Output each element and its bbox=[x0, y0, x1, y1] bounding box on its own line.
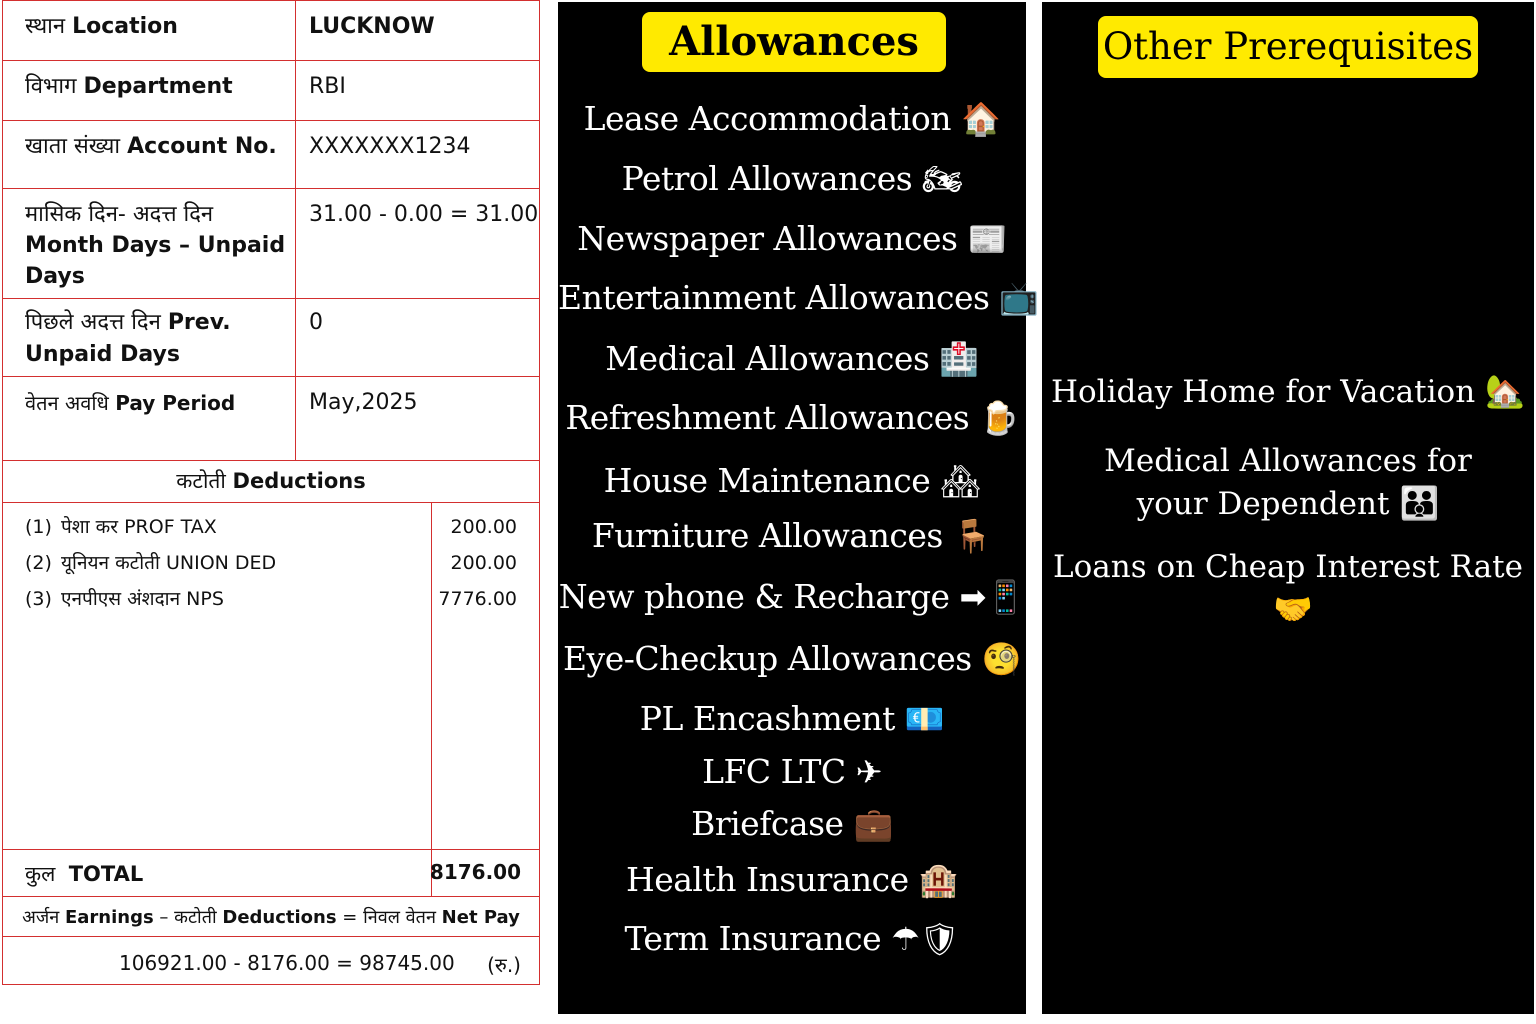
row-pay-period bbox=[3, 377, 539, 461]
deduction-amount: 200.00 bbox=[450, 516, 517, 538]
pay-period-label: वेतन अवधि Pay Period bbox=[25, 391, 236, 415]
row-account bbox=[3, 121, 539, 189]
allowance-newspaper: Newspaper Allowances 📰 bbox=[577, 219, 1007, 258]
monocle-face-icon: 🧐 bbox=[981, 640, 1022, 678]
row-prev-unpaid bbox=[3, 299, 539, 377]
month-days-value: 31.00 - 0.00 = 31.00 bbox=[309, 202, 539, 227]
prerequisites-panel bbox=[1042, 2, 1534, 1014]
department-label: विभाग Department bbox=[25, 74, 233, 99]
deductions-list bbox=[25, 509, 276, 617]
hotel-icon: 🏨 bbox=[918, 861, 959, 899]
allowance-medical: Medical Allowances 🏥 bbox=[605, 339, 979, 378]
prerequisite-holiday-home: Holiday Home for Vacation 🏡 bbox=[1050, 372, 1526, 410]
hospital-icon: 🏥 bbox=[939, 340, 979, 378]
pay-period-value: May,2025 bbox=[309, 390, 418, 415]
family-icon: 👪 bbox=[1399, 484, 1440, 522]
prerequisites-title: Other Prerequisites bbox=[1098, 16, 1478, 78]
net-pay-formula: अर्जन Earnings – कटोती Deductions = निवल वेतन Net Pay bbox=[22, 907, 520, 928]
phone-icon: ➡📱 bbox=[959, 578, 1026, 616]
deductions-heading: कटोती Deductions bbox=[176, 469, 366, 493]
chair-icon: 🪑 bbox=[952, 517, 993, 555]
deduction-amount: 7776.00 bbox=[438, 588, 517, 610]
allowance-petrol: Petrol Allowances 🏍 bbox=[621, 159, 963, 198]
television-icon: 📺 bbox=[999, 279, 1039, 317]
total-label: कुल TOTAL bbox=[25, 862, 144, 886]
deduction-amounts bbox=[438, 509, 517, 617]
month-days-label: मासिक दिन- अदत्त दिन Month Days – Unpaid Days bbox=[25, 202, 286, 289]
allowance-refreshment: Refreshment Allowances 🍺 bbox=[565, 398, 1019, 437]
houses-icon: 🏘 bbox=[940, 462, 981, 500]
newspaper-icon: 📰 bbox=[967, 220, 1007, 258]
total-row bbox=[3, 849, 539, 897]
prev-unpaid-label: पिछले अदत्त दिन Prev. Unpaid Days bbox=[25, 310, 231, 367]
account-value: XXXXXXX1234 bbox=[309, 134, 471, 159]
deduction-item: (1) पेशा कर PROF TAX bbox=[25, 516, 217, 538]
account-label: खाता संख्या Account No. bbox=[25, 134, 277, 159]
deduction-item: (3) एनपीएस अंशदान NPS bbox=[25, 588, 224, 610]
allowance-eye-checkup: Eye-Checkup Allowances 🧐 bbox=[562, 639, 1022, 678]
payslip-table bbox=[2, 0, 540, 985]
allowance-pl-encashment: PL Encashment 💶 bbox=[639, 699, 945, 738]
allowance-phone-recharge: New phone & Recharge ➡📱 bbox=[558, 577, 1026, 616]
euro-banknote-icon: 💶 bbox=[904, 700, 945, 738]
allowance-house-maintenance: House Maintenance 🏘 bbox=[603, 461, 981, 500]
allowance-briefcase: Briefcase 💼 bbox=[691, 804, 893, 843]
deduction-item: (2) यूनियन कटोती UNION DED bbox=[25, 552, 277, 574]
prerequisite-cheap-loans: Loans on Cheap Interest Rate🤝 bbox=[1053, 549, 1523, 628]
prerequisite-dependent-medical: Medical Allowances for your Dependent 👪 bbox=[1104, 443, 1472, 522]
airplane-icon: ✈ bbox=[855, 753, 882, 791]
allowance-furniture: Furniture Allowances 🪑 bbox=[591, 516, 993, 555]
location-value: LUCKNOW bbox=[309, 14, 435, 39]
prev-unpaid-value: 0 bbox=[309, 310, 323, 335]
handshake-icon: 🤝 bbox=[1273, 590, 1313, 628]
allowances-panel bbox=[558, 2, 1039, 1014]
umbrella-shield-icon: ☂🛡 bbox=[891, 920, 960, 958]
amount-column-divider bbox=[431, 503, 432, 896]
allowance-lfc-ltc: LFC LTC ✈ bbox=[702, 752, 882, 791]
row-department bbox=[3, 61, 539, 121]
department-value: RBI bbox=[309, 74, 346, 99]
total-value: 8176.00 bbox=[429, 860, 521, 884]
net-pay-calculation: 106921.00 - 8176.00 = 98745.00 bbox=[119, 951, 455, 975]
house-icon: 🏠 bbox=[961, 100, 1001, 138]
allowance-lease-accommodation: Lease Accommodation 🏠 bbox=[583, 99, 1001, 138]
allowance-entertainment: Entertainment Allowances 📺 bbox=[558, 278, 1039, 317]
deductions-header-row bbox=[3, 461, 539, 503]
allowance-term-insurance: Term Insurance ☂🛡 bbox=[624, 919, 960, 958]
briefcase-icon: 💼 bbox=[853, 805, 893, 843]
beer-mug-icon: 🍺 bbox=[979, 399, 1019, 437]
allowances-title: Allowances bbox=[642, 12, 946, 72]
motorcycle-icon: 🏍 bbox=[922, 160, 963, 198]
location-label: स्थान Location bbox=[25, 14, 178, 39]
house-with-garden-icon: 🏡 bbox=[1485, 372, 1526, 410]
row-month-days bbox=[3, 189, 539, 299]
currency-label: (रु.) bbox=[487, 953, 521, 977]
deduction-amount: 200.00 bbox=[450, 552, 517, 574]
allowance-health-insurance: Health Insurance 🏨 bbox=[625, 860, 959, 899]
formula-row bbox=[3, 897, 539, 937]
row-location bbox=[3, 1, 539, 61]
